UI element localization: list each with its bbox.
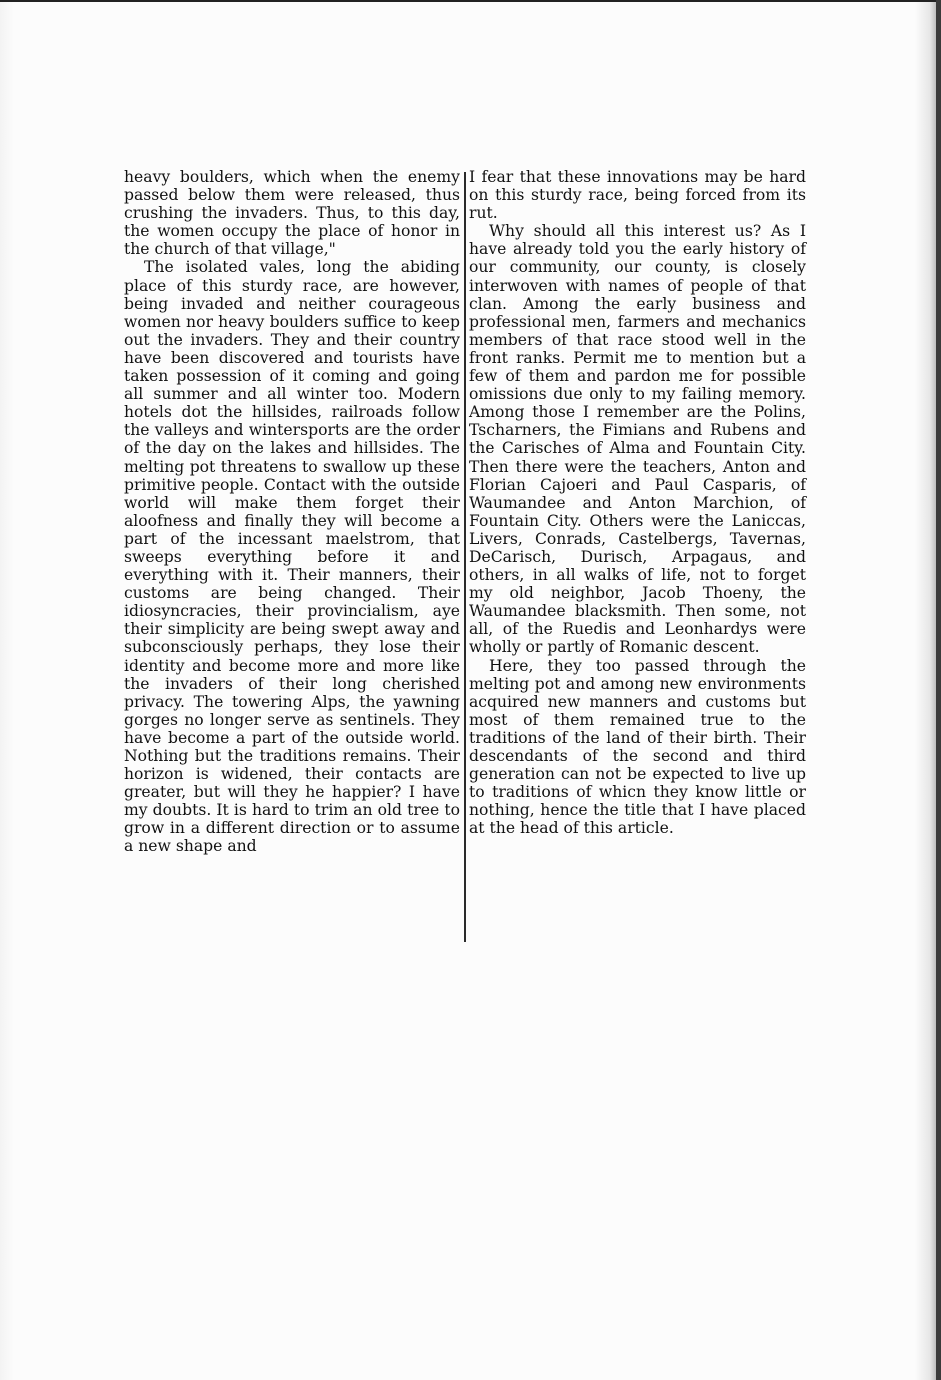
right-text-column (469, 168, 806, 837)
paragraph-isolated-vales: The isolated vales, long the abiding place of this sturdy race, are however, being invaded and neither courageous women nor heavy boulders suffice to keep out the invaders. They and their country have been discovered and tourists have taken possession of it coming and going all summer and all winter too. Modern hotels dot the hillsides, railroads follow the valleys and wintersports are the order of the day on the lakes and hillsides. The melting pot threatens to swallow up these primitive people. Contact with the outside world will make them forget their aloofness and finally they will become a part of the incessant maelstrom, that sweeps everything before it and everything with it. Their manners, their customs are being changed. Their idiosyncracies, their provincialism, aye their simplicity are being swept away and subconsciously perhaps, they lose their identity and become more and more like the invaders of their long cherished privacy. The towering Alps, the yawning gorges no longer serve as sentinels. They have become a part of the outside world. Nothing but the traditions remains. Their horizon is widened, their contacts are greater, but will they he happier? I have my doubts. It is hard to trim an old tree to grow in a different direction or to assume a new shape and (124, 258, 460, 856)
paragraph-boulders-continued: heavy boulders, which when the enemy passed below them were released, thus crushing the invaders. Thus, to this day, the women occupy the place of honor in the church of that village," (124, 168, 460, 259)
left-text-column (124, 168, 460, 856)
paragraph-innovations-continued: I fear that these innovations may be hard on this sturdy race, being forced from its rut. (469, 168, 806, 223)
page-top-edge (0, 0, 941, 2)
column-divider-rule (464, 172, 466, 942)
paragraph-melting-pot: Here, they too passed through the melting pot and among new environments acquired new manners and customs but most of them remained true to the traditions of the land of their birth. Their descendants of the second and third generation can not be expected to live up to traditions of whicn they know little or nothing, hence the title that I have placed at the head of this article. (469, 656, 806, 838)
paragraph-why-interest: Why should all this interest us? As I have already told you the early history of our community, our county, is closely interwoven with names of people of that clan. Among the early business and professional men, farmers and mechanics members of that race stood well in the front ranks. Permit me to mention but a few of them and pardon me for possible omissions due only to my failing memory. Among those I remember are the Polins, Tscharners, the Fimians and Rubens and the Carisches of Alma and Fountain City. Then there were the teachers, Anton and Florian Cajoeri and Paul Casparis, of Waumandee and Anton Marchion, of Fountain City. Others were the Laniccas, Livers, Conrads, Castelbergs, Tavernas, DeCarisch, Durisch, Arpagaus, and others, in all walks of life, not to forget my old neighbor, Jacob Thoeny, the Waumandee blacksmith. Then some, not all, of the Ruedis and Leonhardys were wholly or partly of Romanic descent. (469, 222, 806, 657)
page-binding-edge (936, 0, 941, 1380)
